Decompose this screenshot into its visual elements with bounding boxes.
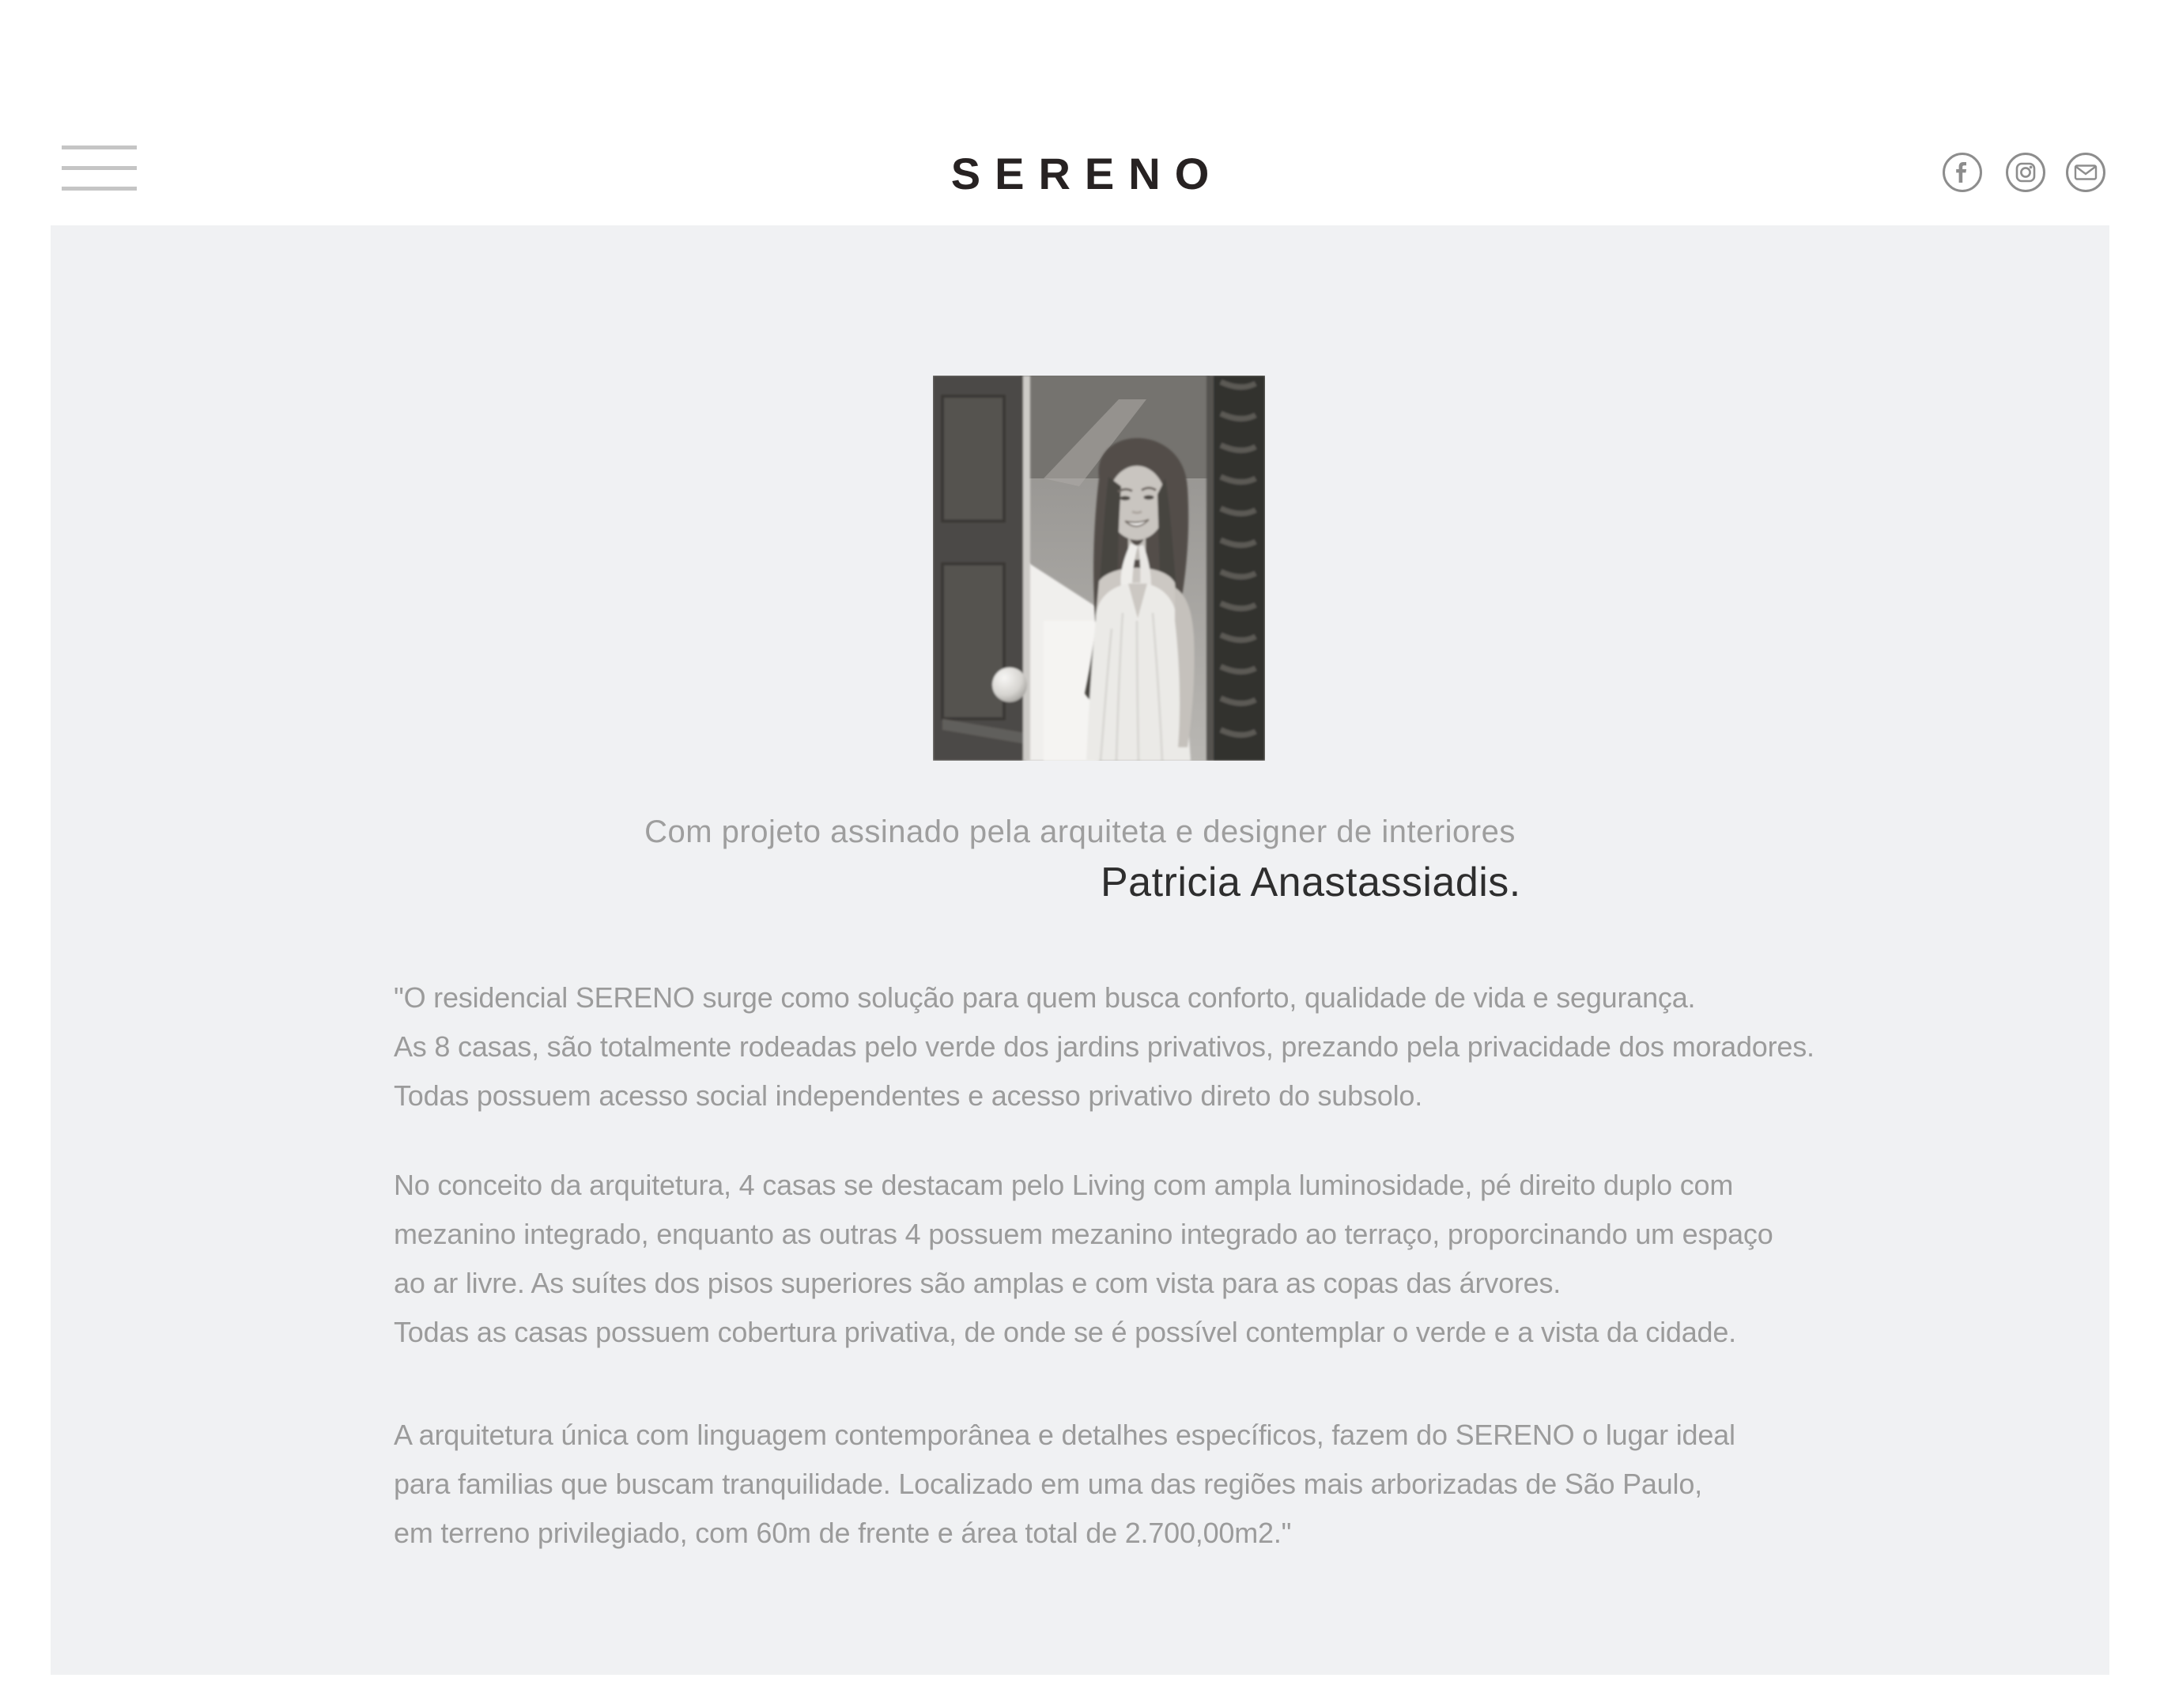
facebook-icon[interactable] bbox=[1943, 153, 1982, 192]
architect-name: Patricia Anastassiadis. bbox=[1101, 860, 1521, 905]
instagram-glyph bbox=[2008, 155, 2043, 190]
paragraph-3 bbox=[394, 1411, 1735, 1558]
instagram-icon[interactable] bbox=[2006, 153, 2045, 192]
paragraph-1 bbox=[394, 973, 1814, 1120]
paragraph-2-line-2: mezanino integrado, enquanto as outras 4 possuem mezanino integrado ao terraço, proporcinando um espaço bbox=[394, 1218, 1773, 1250]
paragraph-2-line-4: Todas as casas possuem cobertura privativa, de onde se é possível contemplar o verde e a vista da cidade. bbox=[394, 1316, 1736, 1348]
paragraph-3-line-2: para familias que buscam tranquilidade. Localizado em uma das regiões mais arborizadas de São Paulo, bbox=[394, 1468, 1702, 1500]
paragraph-3-line-3: em terreno privilegiado, com 60m de frente e área total de 2.700,00m2." bbox=[394, 1517, 1292, 1549]
hamburger-bar bbox=[62, 145, 137, 149]
portrait-photo-image bbox=[933, 376, 1265, 761]
paragraph-1-line-1: "O residencial SERENO surge como solução para quem busca conforto, qualidade de vida e segurança. bbox=[394, 981, 1696, 1014]
paragraph-3-line-1: A arquitetura única com linguagem contemporânea e detalhes específicos, fazem do SERENO o lugar ideal bbox=[394, 1419, 1735, 1451]
logo-sereno[interactable]: SERENO bbox=[950, 149, 1224, 198]
paragraph-2 bbox=[394, 1161, 1773, 1357]
facebook-glyph bbox=[1945, 155, 1980, 190]
paragraph-1-line-2: As 8 casas, são totalmente rodeadas pelo verde dos jardins privativos, prezando pela privacidade dos moradores. bbox=[394, 1030, 1814, 1063]
intro-subtitle: Com projeto assinado pela arquiteta e designer de interiores bbox=[644, 814, 1516, 849]
email-icon[interactable] bbox=[2066, 153, 2105, 192]
paragraph-2-line-1: No conceito da arquitetura, 4 casas se destacam pelo Living com ampla luminosidade, pé direito duplo com bbox=[394, 1169, 1734, 1201]
paragraph-1-line-3: Todas possuem acesso social independentes e acesso privativo direto do subsolo. bbox=[394, 1079, 1422, 1112]
email-glyph bbox=[2068, 155, 2103, 190]
portrait-photo bbox=[933, 376, 1265, 761]
paragraph-2-line-3: ao ar livre. As suítes dos pisos superiores são amplas e com vista para as copas das árvores. bbox=[394, 1267, 1561, 1299]
